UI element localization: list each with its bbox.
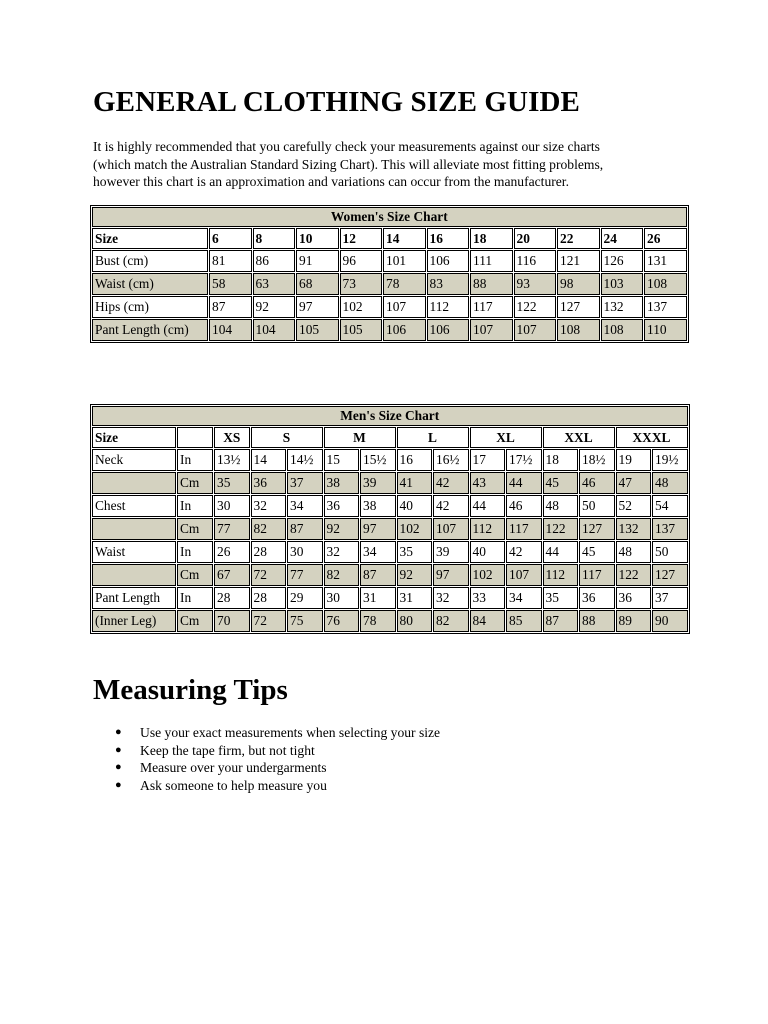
row-label: Neck: [92, 449, 176, 471]
size-header-cell: 22: [557, 228, 600, 249]
table-cell: 91: [296, 250, 339, 272]
table-cell: 35: [214, 472, 250, 494]
table-cell: 38: [324, 472, 360, 494]
table-cell: 54: [652, 495, 688, 517]
table-cell: 87: [360, 564, 396, 586]
header-cell: Size: [92, 427, 176, 448]
table-cell: 104: [253, 319, 296, 341]
table-cell: 72: [251, 564, 287, 586]
size-header-cell: 10: [296, 228, 339, 249]
table-cell: 73: [340, 273, 383, 295]
table-cell: 132: [616, 518, 652, 540]
table-cell: 132: [601, 296, 644, 318]
table-cell: 101: [383, 250, 426, 272]
table-cell: 63: [253, 273, 296, 295]
table-cell: 92: [397, 564, 433, 586]
table-cell: 15: [324, 449, 360, 471]
table-cell: 50: [579, 495, 615, 517]
row-label-blank: [92, 564, 176, 586]
table-cell: 87: [209, 296, 252, 318]
table-cell: 14½: [287, 449, 323, 471]
table-row: [92, 449, 688, 471]
table-row: [92, 472, 688, 494]
table-cell: 92: [253, 296, 296, 318]
table-cell: 29: [287, 587, 323, 609]
table-cell: 58: [209, 273, 252, 295]
size-header-cell: XL: [470, 427, 542, 448]
table-cell: 39: [360, 472, 396, 494]
table-cell: 112: [470, 518, 506, 540]
table-cell: 106: [383, 319, 426, 341]
row-label-blank: [92, 472, 176, 494]
table-cell: 107: [514, 319, 557, 341]
table-cell: 40: [470, 541, 506, 563]
table-caption: Women's Size Chart: [92, 207, 687, 227]
table-cell: 104: [209, 319, 252, 341]
table-cell: 137: [644, 296, 687, 318]
table-cell: 47: [616, 472, 652, 494]
table-cell: 108: [601, 319, 644, 341]
table-cell: 44: [506, 472, 542, 494]
table-cell: 108: [644, 273, 687, 295]
table-cell: 28: [251, 541, 287, 563]
table-cell: 31: [360, 587, 396, 609]
table-cell: 19½: [652, 449, 688, 471]
table-cell: 36: [616, 587, 652, 609]
table-cell: 46: [579, 472, 615, 494]
table-cell: 72: [251, 610, 287, 632]
table-cell: 14: [251, 449, 287, 471]
table-cell: 36: [324, 495, 360, 517]
unit-cell: In: [177, 449, 213, 471]
table-cell: 48: [616, 541, 652, 563]
table-cell: 17½: [506, 449, 542, 471]
table-cell: 34: [287, 495, 323, 517]
table-cell: 48: [652, 472, 688, 494]
table-cell: 86: [253, 250, 296, 272]
table-cell: 85: [506, 610, 542, 632]
list-item-text: Measure over your undergarments: [140, 760, 327, 775]
row-label: Chest: [92, 495, 176, 517]
tips-heading: Measuring Tips: [93, 674, 288, 706]
table-cell: 28: [251, 587, 287, 609]
table-row: [92, 273, 687, 295]
table-cell: 52: [616, 495, 652, 517]
table-cell: 112: [427, 296, 470, 318]
list-item-text: Ask someone to help measure you: [140, 777, 327, 793]
table-cell: 111: [470, 250, 513, 272]
table-cell: 40: [397, 495, 433, 517]
table-cell: 75: [287, 610, 323, 632]
table-cell: 97: [433, 564, 469, 586]
table-cell: 38: [360, 495, 396, 517]
table-cell: 127: [652, 564, 688, 586]
table-cell: 16: [397, 449, 433, 471]
table-cell: 30: [324, 587, 360, 609]
bullet-icon: ●: [115, 743, 122, 756]
table-cell: 121: [557, 250, 600, 272]
table-cell: 96: [340, 250, 383, 272]
unit-cell: In: [177, 541, 213, 563]
table-cell: 18: [543, 449, 579, 471]
table-cell: 37: [652, 587, 688, 609]
list-item: [93, 724, 440, 742]
size-header-cell: 6: [209, 228, 252, 249]
table-row: [92, 250, 687, 272]
table-cell: 102: [340, 296, 383, 318]
row-label-blank: [92, 518, 176, 540]
table-cell: 16½: [433, 449, 469, 471]
table-cell: 42: [433, 472, 469, 494]
table-cell: 117: [506, 518, 542, 540]
row-label: Pant Length (cm): [92, 319, 208, 341]
list-item-text: Use your exact measurements when selecting your size: [140, 725, 441, 740]
table-cell: 76: [324, 610, 360, 632]
table-cell: 15½: [360, 449, 396, 471]
size-header-cell: S: [251, 427, 323, 448]
intro-line: (which match the Australian Standard Sizing Chart). This will alleviate most fitting problems,: [93, 156, 604, 172]
unit-cell: In: [177, 587, 213, 609]
unit-cell: Cm: [177, 564, 213, 586]
table-cell: 30: [214, 495, 250, 517]
table-cell: 126: [601, 250, 644, 272]
table-cell: 89: [616, 610, 652, 632]
table-cell: 43: [470, 472, 506, 494]
table-row: [92, 564, 688, 586]
table-cell: 105: [340, 319, 383, 341]
table-cell: 107: [470, 319, 513, 341]
header-row: [92, 427, 688, 448]
unit-header-cell: [177, 427, 213, 448]
unit-cell: Cm: [177, 518, 213, 540]
table-cell: 70: [214, 610, 250, 632]
table-cell: 32: [251, 495, 287, 517]
table-cell: 102: [397, 518, 433, 540]
unit-cell: Cm: [177, 610, 213, 632]
intro-line: however this chart is an approximation and variations can occur from the manufacturer.: [93, 174, 569, 189]
table-cell: 41: [397, 472, 433, 494]
table-cell: 36: [251, 472, 287, 494]
table-cell: 44: [543, 541, 579, 563]
table-cell: 97: [296, 296, 339, 318]
table-cell: 88: [470, 273, 513, 295]
caption-row: [92, 207, 687, 227]
table-cell: 42: [506, 541, 542, 563]
table-cell: 137: [652, 518, 688, 540]
list-item: [93, 759, 440, 777]
tips-list: [93, 724, 440, 794]
table-cell: 106: [427, 319, 470, 341]
table-cell: 34: [506, 587, 542, 609]
bullet-icon: ●: [115, 761, 122, 773]
table-cell: 110: [644, 319, 687, 341]
table-cell: 68: [296, 273, 339, 295]
table-cell: 13½: [214, 449, 250, 471]
header-row: [92, 228, 687, 249]
size-header-cell: XXXL: [616, 427, 688, 448]
table-cell: 105: [296, 319, 339, 341]
table-cell: 30: [287, 541, 323, 563]
table-cell: 88: [579, 610, 615, 632]
size-header-cell: XXL: [543, 427, 615, 448]
size-header-cell: 12: [340, 228, 383, 249]
table-cell: 44: [470, 495, 506, 517]
table-cell: 50: [652, 541, 688, 563]
table-cell: 102: [470, 564, 506, 586]
table-cell: 98: [557, 273, 600, 295]
unit-cell: In: [177, 495, 213, 517]
table-cell: 33: [470, 587, 506, 609]
size-header-cell: 26: [644, 228, 687, 249]
table-cell: 127: [579, 518, 615, 540]
table-cell: 106: [427, 250, 470, 272]
row-label: Waist: [92, 541, 176, 563]
table-cell: 107: [506, 564, 542, 586]
table-cell: 90: [652, 610, 688, 632]
table-cell: 28: [214, 587, 250, 609]
table-cell: 32: [324, 541, 360, 563]
table-row: [92, 587, 688, 609]
table-cell: 92: [324, 518, 360, 540]
table-cell: 45: [579, 541, 615, 563]
page-title: GENERAL CLOTHING SIZE GUIDE: [93, 86, 580, 118]
table-cell: 82: [324, 564, 360, 586]
table-cell: 108: [557, 319, 600, 341]
table-cell: 78: [383, 273, 426, 295]
intro-paragraph: [93, 138, 693, 191]
table-cell: 87: [287, 518, 323, 540]
size-header-cell: 14: [383, 228, 426, 249]
table-cell: 19: [616, 449, 652, 471]
table-cell: 107: [383, 296, 426, 318]
table-cell: 46: [506, 495, 542, 517]
table-cell: 26: [214, 541, 250, 563]
row-label: Waist (cm): [92, 273, 208, 295]
table-cell: 18½: [579, 449, 615, 471]
table-cell: 81: [209, 250, 252, 272]
table-cell: 87: [543, 610, 579, 632]
table-cell: 82: [433, 610, 469, 632]
size-header-cell: 18: [470, 228, 513, 249]
size-header-cell: 24: [601, 228, 644, 249]
table-cell: 117: [470, 296, 513, 318]
table-cell: 122: [514, 296, 557, 318]
list-item-text: Keep the tape firm, but not tight: [140, 742, 315, 758]
table-cell: 117: [579, 564, 615, 586]
row-label: Hips (cm): [92, 296, 208, 318]
table-cell: 122: [543, 518, 579, 540]
table-cell: 83: [427, 273, 470, 295]
caption-row: [92, 406, 688, 426]
table-cell: 34: [360, 541, 396, 563]
table-cell: 45: [543, 472, 579, 494]
table-cell: 103: [601, 273, 644, 295]
size-header-cell: 8: [253, 228, 296, 249]
table-cell: 97: [360, 518, 396, 540]
table-cell: 39: [433, 541, 469, 563]
table-cell: 77: [287, 564, 323, 586]
table-cell: 93: [514, 273, 557, 295]
size-header-cell: M: [324, 427, 396, 448]
table-cell: 107: [433, 518, 469, 540]
table-row: [92, 518, 688, 540]
table-row: [92, 319, 687, 341]
table-cell: 17: [470, 449, 506, 471]
womens-size-chart: [90, 205, 689, 343]
table-row: [92, 495, 688, 517]
row-label: Bust (cm): [92, 250, 208, 272]
row-label: (Inner Leg): [92, 610, 176, 632]
table-cell: 36: [579, 587, 615, 609]
table-cell: 82: [251, 518, 287, 540]
bullet-icon: ●: [115, 778, 122, 791]
row-label: Pant Length: [92, 587, 176, 609]
bullet-icon: ●: [115, 726, 122, 738]
unit-cell: Cm: [177, 472, 213, 494]
size-header-cell: 20: [514, 228, 557, 249]
size-header-cell: 16: [427, 228, 470, 249]
table-cell: 35: [397, 541, 433, 563]
table-caption: Men's Size Chart: [92, 406, 688, 426]
list-item: [93, 777, 440, 795]
size-header-cell: L: [397, 427, 469, 448]
table-cell: 80: [397, 610, 433, 632]
table-cell: 131: [644, 250, 687, 272]
mens-size-chart: [90, 404, 690, 634]
table-cell: 35: [543, 587, 579, 609]
table-cell: 116: [514, 250, 557, 272]
table-cell: 48: [543, 495, 579, 517]
header-cell: Size: [92, 228, 208, 249]
table-cell: 77: [214, 518, 250, 540]
list-item: [93, 742, 440, 760]
size-header-cell: XS: [214, 427, 250, 448]
table-cell: 67: [214, 564, 250, 586]
table-cell: 78: [360, 610, 396, 632]
table-row: [92, 610, 688, 632]
table-cell: 31: [397, 587, 433, 609]
table-cell: 37: [287, 472, 323, 494]
table-cell: 42: [433, 495, 469, 517]
intro-line: It is highly recommended that you carefully check your measurements against our size charts: [93, 139, 600, 154]
table-cell: 32: [433, 587, 469, 609]
table-row: [92, 296, 687, 318]
table-cell: 122: [616, 564, 652, 586]
table-cell: 127: [557, 296, 600, 318]
table-row: [92, 541, 688, 563]
table-cell: 84: [470, 610, 506, 632]
table-cell: 112: [543, 564, 579, 586]
